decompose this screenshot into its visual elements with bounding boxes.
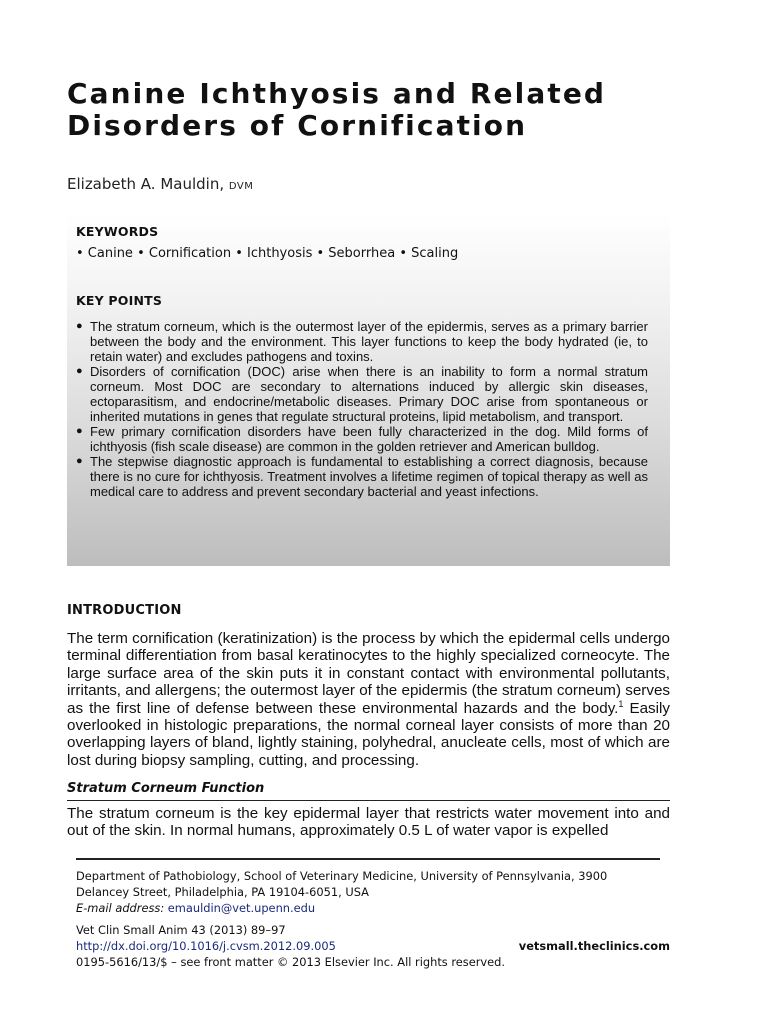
affiliation-line-2: Delancey Street, Philadelphia, PA 19104-6051, USA [76, 885, 369, 899]
key-point-item: ● Disorders of cornification (DOC) arise when there is an inability to form a normal stratum corneum. Most DOC are secondary to alternations induced by allergic skin diseases, ectoparasitism, and endocrine/metabolic diseases. Primary DOC arise from spontaneous or inherited mutations in genes that regulate structural proteins, lipid metabolism, and transport. [76, 364, 648, 424]
journal-website[interactable]: vetsmall.theclinics.com [518, 939, 670, 953]
key-point-item: ● The stepwise diagnostic approach is fundamental to establishing a correct diagnosis, because there is no cure for ichthyosis. Treatment involves a lifetime regimen of topical therapy as well as medical care to address and prevent secondary bacterial and yeast infections. [76, 454, 648, 499]
author-name: Elizabeth A. Mauldin, [67, 175, 225, 193]
author-degree: DVM [228, 181, 254, 192]
keywords-heading: KEYWORDS [76, 224, 159, 239]
keywords-list: • Canine • Cornification • Ichthyosis • Seborrhea • Scaling [76, 246, 459, 261]
stratum-corneum-heading: Stratum Corneum Function [67, 781, 265, 796]
key-point-item: ● Few primary cornification disorders have been fully characterized in the dog. Mild forms of ichthyosis (fish scale disease) are common in the golden retriever and American bulldog. [76, 424, 648, 454]
copyright-line: 0195-5616/13/$ – see front matter © 2013 Elsevier Inc. All rights reserved. [76, 955, 506, 969]
reference-superscript[interactable]: 1 [618, 698, 624, 709]
introduction-paragraph: The term cornification (keratinization) is the process by which the epidermal cells undergo terminal differentiation from basal keratinocytes to the highly specialized corneocyte. The large surface area of the skin puts it in constant contact with environmental pollutants, irritants, and allergens; the outermost layer of the epidermis (the stratum corneum) serves as the first line of defense between these environmental hazards and the body.$^1$ Easily overlooked in histologic preparations, the normal corneal layer consists of more than 20 overlapping layers of bland, lightly staining, polyhedral, anucleate cells, most of which are lost during biopsy sampling, cutting, and processing. [67, 630, 670, 769]
bullet-icon: ● [76, 425, 83, 437]
email-label: E-mail address: [76, 901, 165, 915]
author-line [67, 174, 253, 197]
bullet-icon: ● [76, 365, 83, 377]
subheading-rule [67, 800, 670, 801]
stratum-corneum-paragraph: The stratum corneum is the key epidermal layer that restricts water movement into and out of the skin. In normal humans, approximately 0.5 L of water vapor is expelled [67, 805, 670, 840]
doi-link[interactable]: http://dx.doi.org/10.1016/j.cvsm.2012.09.005 [76, 939, 336, 953]
bullet-icon: ● [76, 455, 83, 467]
key-points-list [76, 319, 648, 499]
key-point-item: ● The stratum corneum, which is the outermost layer of the epidermis, serves as a primary barrier between the body and the environment. This layer functions to keep the body hydrated (ie, to retain water) and excludes pathogens and toxins. [76, 319, 648, 364]
email-link[interactable]: emauldin@vet.upenn.edu [167, 901, 316, 915]
bullet-icon: ● [76, 320, 83, 332]
footnote-rule [76, 858, 660, 860]
key-points-heading: KEY POINTS [76, 293, 163, 308]
affiliation-line-1: Department of Pathobiology, School of Veterinary Medicine, University of Pennsylvania, 3900 [76, 869, 608, 883]
introduction-heading: INTRODUCTION [67, 603, 182, 618]
article-title: Canine Ichthyosis and Related Disorders of Cornification [67, 77, 607, 142]
email-line [76, 900, 315, 916]
journal-citation: Vet Clin Small Anim 43 (2013) 89–97 [76, 923, 286, 937]
